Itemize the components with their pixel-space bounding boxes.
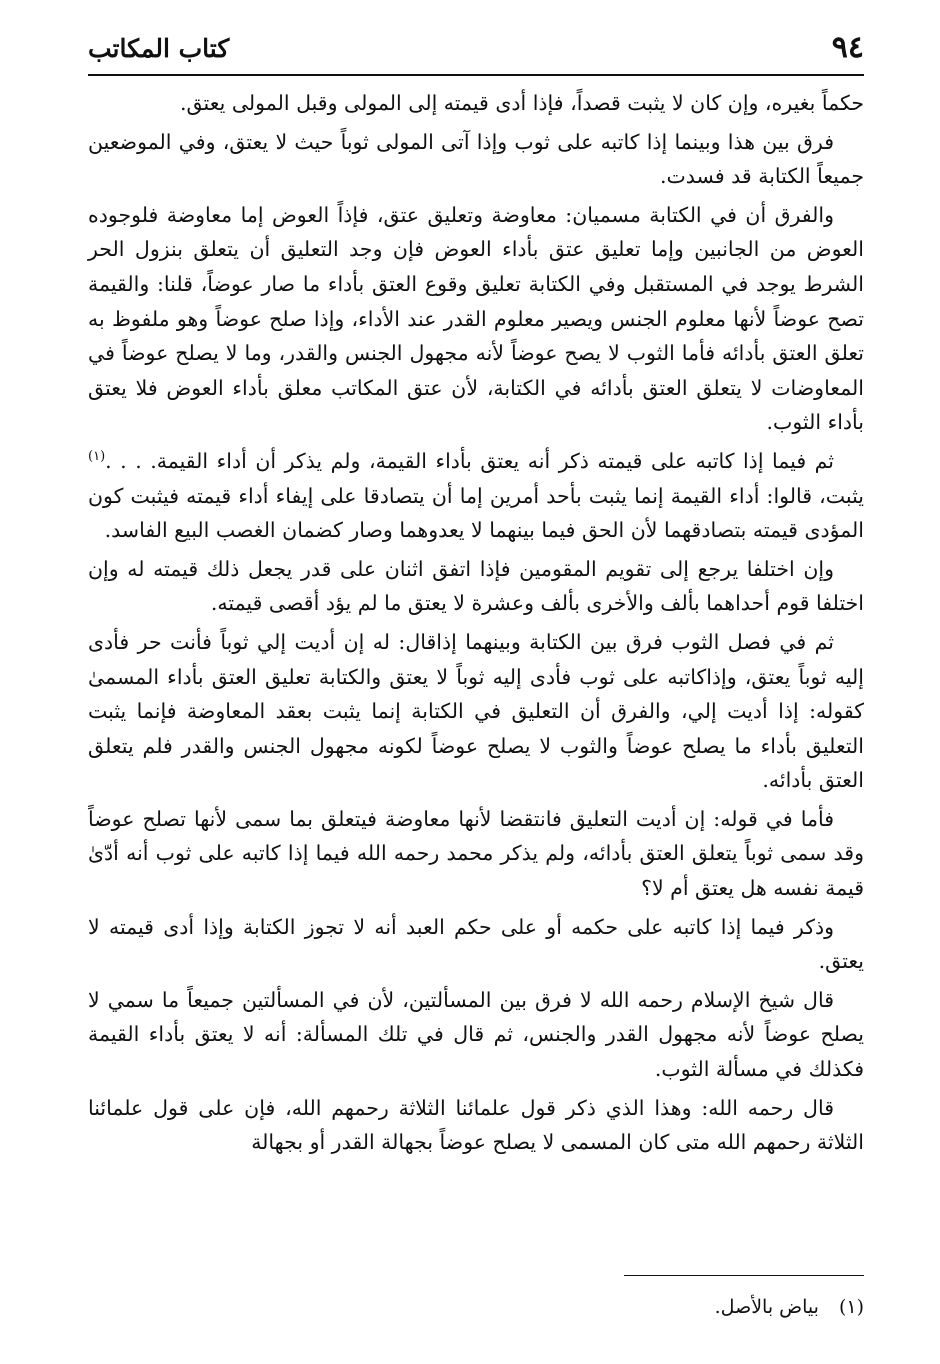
footnote-reference[interactable]: (١)	[88, 449, 106, 465]
footnote-number: (١)	[838, 1296, 864, 1318]
paragraph: ثم في فصل الثوب فرق بين الكتابة وبينهما إذاقال: له إن أديت إلي ثوباً فأنت حر فأدى إليه ثوباً يعتق، وإذاكاتبه على ثوب فأدى إليه ثوباً لا يعتق والكتابة تعليق العتق بأداء المسمىٰ كقوله: إذا أديت إلي، والفرق أن التعليق في الكتابة إنما يثبت بعقد المعاوضة فإنما يثبت التعليق بأداء ما يصلح عوضاً والثوب لا يصلح عوضاً لكونه مجهول الجنس والقدر فلم يتعلق العتق بأدائه.	[88, 629, 864, 793]
paragraph: حكماً بغيره، وإن كان لا يثبت قصداً، فإذا أدى قيمته إلى المولى وقبل المولى يعتق.	[179, 91, 864, 115]
document-page	[88, 22, 864, 1318]
footnote-divider	[624, 1275, 864, 1276]
paragraph: وإن اختلفا يرجع إلى تقويم المقومين فإذا اتفق اثنان على قدر يجعل ذلك قيمته له وإن اختلفا قوم أحداهما بألف والأخرى بألف وعشرة لا يعتق ما لم يؤد أقصى قيمته.	[88, 556, 864, 616]
paragraph: قال رحمه الله: وهذا الذي ذكر قول علمائنا الثلاثة رحمهم الله، فإن على قول علمائنا الثلاثة رحمهم الله متى كان المسمى لا يصلح عوضاً بجهالة القدر أو بجهالة	[88, 1095, 864, 1155]
running-title: كتاب المكاتب	[88, 34, 230, 63]
paragraph: فرق بين هذا وبينما إذا كاتبه على ثوب وإذا آتى المولى ثوباً حيث لا يعتق، وفي الموضعين جميعاً الكتابة قد فسدت.	[88, 129, 864, 189]
body-text	[88, 86, 864, 1160]
paragraph: ثم فيما إذا كاتبه على قيمته ذكر أنه يعتق بأداء القيمة، ولم يذكر أن أداء القيمة. . . .$^{(١)}$ يثبت، قالوا: أداء القيمة إنما يثبت بأحد أمرين إما أن يتصادقا على إيفاء أداء قيمته فيثبت كون المؤدى قيمته بتصادقهما لأن الحق فيما بينهما لا يعدوهما وصار كضمان الغصب البيع الفاسد.	[88, 448, 864, 543]
paragraph: فأما في قوله: إن أديت التعليق فانتقضا لأنها معاوضة فيتعلق بما سمى لأنها تصلح عوضاً وقد سمى ثوباً يتعلق العتق بأدائه، ولم يذكر محمد رحمه الله فيما إذا كاتبه على ثوب أنه أدّىٰ قيمة نفسه هل يعتق أم لا؟	[88, 806, 864, 901]
paragraph: والفرق أن في الكتابة مسميان: معاوضة وتعليق عتق، فإذاً العوض إما معاوضة فلوجوده العوض من الجانبين وإما تعليق عتق بأداء العوض فإن وجد التعليق أن يتعلق بنزول الحر الشرط يوجد في المستقبل وفي الكتابة تعليق وقوع العتق بأداء ما صار عوضاً، قلنا: والقيمة تصح عوضاً لأنها معلوم الجنس ويصير معلوم القدر عند الأداء، وإذا صلح عوضاً وهو ملفوظ به تعلق العتق بأدائه فأما الثوب لا يصح عوضاً لأنه مجهول الجنس والقدر، وما لا يصلح عوضاً في المعاوضات لا يتعلق العتق بأدائه في الكتابة، لأن عتق المكاتب معلق بأداء العوض فلا يعتق بأداء الثوب.	[88, 202, 864, 435]
paragraph: قال شيخ الإسلام رحمه الله لا فرق بين المسألتين، لأن في المسألتين جميعاً ما سمي لا يصلح عوضاً لأنه مجهول القدر والجنس، ثم قال في تلك المسألة: أنه لا يعتق بأداء القيمة فكذلك في مسألة الثوب.	[88, 987, 864, 1082]
footnote-text: بياض بالأصل.	[714, 1296, 819, 1318]
page-number: ٩٤	[831, 30, 864, 65]
footnote	[715, 1292, 864, 1322]
page-header	[88, 22, 864, 76]
paragraph: وذكر فيما إذا كاتبه على حكمه أو على حكم العبد أنه لا تجوز الكتابة وإذا أدى قيمته لا يعتق.	[88, 914, 864, 974]
